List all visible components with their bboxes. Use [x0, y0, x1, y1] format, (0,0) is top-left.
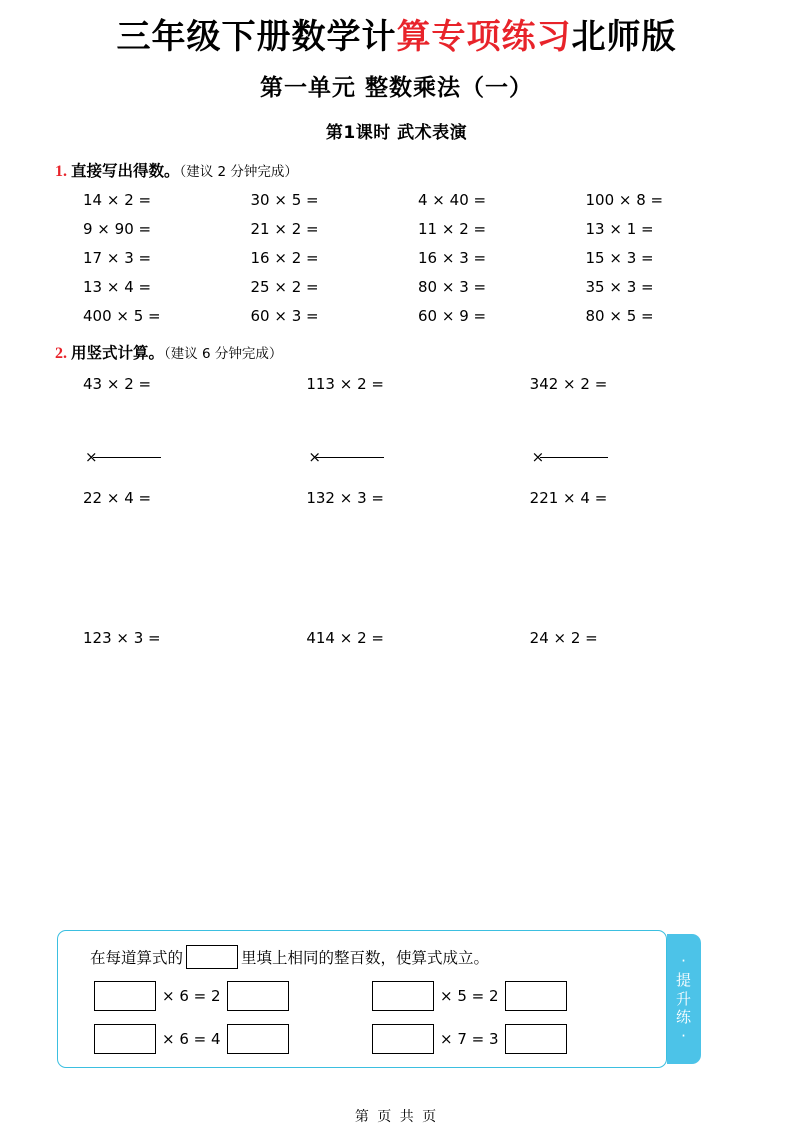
enrichment-tab-label [667, 934, 701, 1064]
problem-item: 80 × 5 = [585, 307, 654, 326]
section-2-problem-grid [55, 375, 753, 775]
problem-item: 17 × 3 = [83, 249, 152, 268]
problem-row [83, 191, 753, 209]
problem-item: 14 × 2 = [83, 191, 152, 210]
inline-answer-blank[interactable] [186, 945, 238, 969]
problem-item: 221 × 4 = [529, 489, 608, 508]
section-1-title: 直接写出得数。 [71, 162, 180, 181]
vertical-work-slot [83, 393, 306, 489]
enrichment-rows [58, 981, 666, 1054]
answer-blank-box[interactable] [505, 1024, 567, 1054]
answer-blank-box[interactable] [227, 981, 289, 1011]
answer-space [83, 647, 753, 775]
page-footer: 第 页 共 页 [354, 1109, 439, 1125]
main-title-highlight: 算专项练习 [396, 17, 572, 57]
answer-space [83, 507, 753, 629]
tab-char: 升 [675, 989, 692, 1008]
problem-item: 15 × 3 = [585, 249, 654, 268]
problem-item: 4 × 40 = [418, 191, 487, 210]
problem-item: 13 × 4 = [83, 278, 152, 297]
expression-text: × 7 = 3 [440, 1030, 499, 1048]
section-1-hint: （建议 2 分钟完成） [179, 164, 298, 181]
problem-item: 43 × 2 = [83, 375, 152, 394]
tab-char: 练 [675, 1008, 692, 1027]
problem-item: 9 × 90 = [83, 220, 152, 239]
expression-text: × 6 = 4 [162, 1030, 221, 1048]
main-title-part2: 北师版 [571, 17, 677, 57]
problem-item: 80 × 3 = [418, 278, 487, 297]
problem-item: 342 × 2 = [529, 375, 608, 394]
multiply-symbol: × [85, 448, 98, 467]
vertical-work-area [85, 448, 161, 467]
section-1-problem-grid [55, 191, 753, 325]
fill-blank-problem [94, 1024, 372, 1054]
vertical-work-area [531, 448, 608, 467]
problem-item: 16 × 2 = [250, 249, 319, 268]
vertical-work-slot [530, 393, 753, 489]
main-title-part1: 三年级下册数学计 [116, 17, 397, 57]
problem-item: 113 × 2 = [306, 375, 384, 394]
problem-item: 25 × 2 = [250, 278, 319, 297]
problem-row [83, 307, 753, 325]
page-title [0, 18, 793, 57]
fill-blank-problem [372, 1024, 650, 1054]
problem-item: 21 × 2 = [250, 220, 319, 239]
section-2-hint: （建议 6 分钟完成） [164, 346, 283, 363]
problem-item: 60 × 9 = [418, 307, 487, 326]
tab-char: 提 [675, 970, 692, 989]
problem-item: 13 × 1 = [585, 220, 654, 239]
problem-item: 132 × 3 = [306, 489, 384, 508]
section-1-heading [55, 159, 753, 181]
expression-text: × 6 = 2 [162, 987, 221, 1005]
enrichment-box [57, 930, 667, 1068]
problem-item: 60 × 3 = [250, 307, 319, 326]
vertical-work-slot [306, 393, 529, 489]
expression-text: × 5 = 2 [440, 987, 499, 1005]
problem-item: 16 × 3 = [418, 249, 487, 268]
problem-row [83, 220, 753, 238]
work-rule-line [540, 457, 608, 458]
section-2 [0, 341, 793, 775]
vertical-work-row [83, 393, 753, 489]
problem-item: 24 × 2 = [529, 629, 598, 648]
enrichment-instruction [58, 931, 666, 969]
vertical-work-area [308, 448, 384, 467]
work-rule-line [93, 457, 161, 458]
section-2-title: 用竖式计算。 [71, 344, 165, 363]
instruction-part2: 里填上相同的整百数，使算式成立。 [241, 949, 490, 967]
section-2-number: 2. [55, 345, 67, 363]
problem-item: 11 × 2 = [418, 220, 487, 239]
work-rule-line [316, 457, 384, 458]
problem-row [83, 629, 753, 647]
problem-item: 400 × 5 = [83, 307, 161, 326]
fill-blank-problem [372, 981, 650, 1011]
answer-blank-box[interactable] [505, 981, 567, 1011]
fill-blank-problem [94, 981, 372, 1011]
answer-blank-box[interactable] [94, 1024, 156, 1054]
problem-item: 22 × 4 = [83, 489, 152, 508]
answer-blank-box[interactable] [227, 1024, 289, 1054]
unit-title: 第一单元 整数乘法（一） [259, 75, 533, 102]
problem-item: 100 × 8 = [585, 191, 664, 210]
section-1 [0, 159, 793, 325]
enrichment-row [94, 1024, 666, 1054]
section-2-heading [55, 341, 753, 363]
tab-char: · [681, 1027, 687, 1045]
instruction-part1: 在每道算式的 [90, 949, 184, 967]
problem-row [83, 375, 753, 393]
section-1-number: 1. [55, 163, 67, 181]
lesson-title: 第1课时 武术表演 [325, 123, 468, 144]
problem-item: 414 × 2 = [306, 629, 384, 648]
multiply-symbol: × [308, 448, 321, 467]
enrichment-row [94, 981, 666, 1011]
problem-item: 35 × 3 = [585, 278, 654, 297]
problem-item: 123 × 3 = [83, 629, 161, 648]
answer-blank-box[interactable] [372, 981, 434, 1011]
problem-item: 30 × 5 = [250, 191, 319, 210]
multiply-symbol: × [531, 448, 545, 467]
worksheet-page [0, 18, 793, 1139]
problem-row [83, 489, 753, 507]
problem-row [83, 249, 753, 267]
enrichment-exercise [57, 930, 722, 1070]
answer-blank-box[interactable] [372, 1024, 434, 1054]
answer-blank-box[interactable] [94, 981, 156, 1011]
problem-row [83, 278, 753, 296]
tab-char: · [681, 952, 687, 970]
